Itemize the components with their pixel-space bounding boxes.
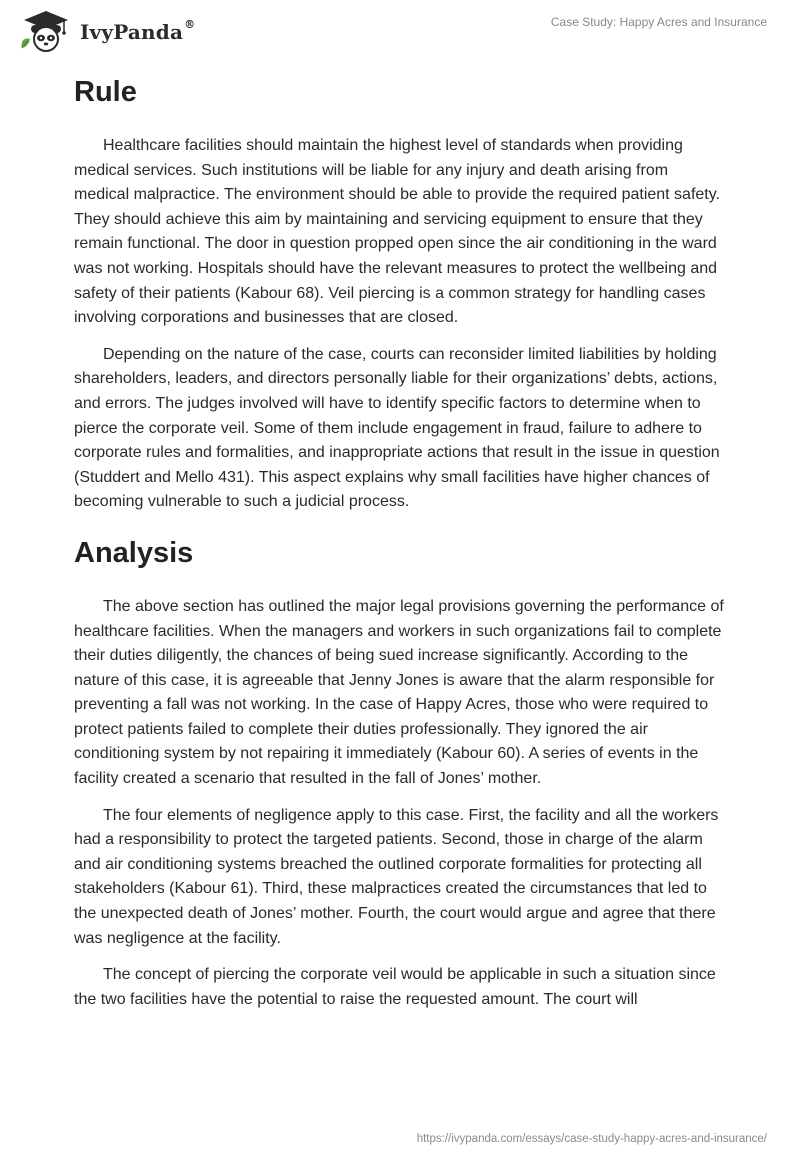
registered-mark: ® <box>184 18 196 32</box>
source-url[interactable]: https://ivypanda.com/essays/case-study-happy-acres-and-insurance/ <box>416 1133 767 1145</box>
paragraph: Depending on the nature of the case, courts can reconsider limited liabilities by holding shareholders, leaders, and directors personally liable for their organizations’ debts, actions, and errors. The judges involved will have to identify specific factors to determine when to pierce the corporate veil. Some of them include engagement in fraud, failure to adhere to corporate rules and formalities, and inappropriate actions that result in the issue in question (Studdert and Mello 431). This aspect explains why small facilities have higher chances of becoming vulnerable to such a judicial process. <box>74 345 720 511</box>
paragraph: The concept of piercing the corporate veil would be applicable in such a situation since the two facilities have the potential to raise the requested amount. The court will <box>74 966 716 1008</box>
section-heading-rule: Rule <box>74 76 137 108</box>
page-header <box>0 0 800 60</box>
panda-graduation-cap-icon[interactable] <box>16 8 76 52</box>
brand-name[interactable]: IvyPanda® <box>80 18 196 44</box>
document-title: Case Study: Happy Acres and Insurance <box>550 15 767 29</box>
section-heading-analysis: Analysis <box>74 536 194 569</box>
paragraph: The four elements of negligence apply to this case. First, the facility and all the workers had a responsibility to protect the targeted patients. Second, those in charge of the alarm and air conditioning systems breached the outlined corporate formalities for protecting all stakeholders (Kabour 61). Third, these malpractices created the circumstances that led to the unexpected death of Jones’ mother. Fourth, the court would argue and agree that there was negligence at the facility. <box>74 806 719 947</box>
paragraph: Healthcare facilities should maintain the highest level of standards when providing medical services. Such institutions will be liable for any injury and death arising from medical malpractice. The environment should be able to provide the required patient safety. They should achieve this aim by maintaining and servicing equipment to ensure that they remain functional. The door in question propped open since the air conditioning in the ward was not working. Hospitals should have the relevant measures to protect the wellbeing and safety of their patients (Kabour 68). Veil piercing is a common strategy for handling cases involving corporations and businesses that are closed. <box>74 137 720 327</box>
paragraph: The above section has outlined the major legal provisions governing the performance of healthcare facilities. When the managers and workers in such organizations fail to complete their duties diligently, the chances of being sued increase significantly. According to the nature of this case, it is agreeable that Jenny Jones is aware that the alarm responsible for preventing a fall was not working. In the case of Happy Acres, those who were required to protect patients failed to complete their duties professionally. They ignored the air conditioning system by not repairing it immediately (Kabour 60). A series of events in the facility created a scenario that resulted in the fall of Jones’ mother. <box>74 597 724 788</box>
essay-body <box>74 72 726 1024</box>
